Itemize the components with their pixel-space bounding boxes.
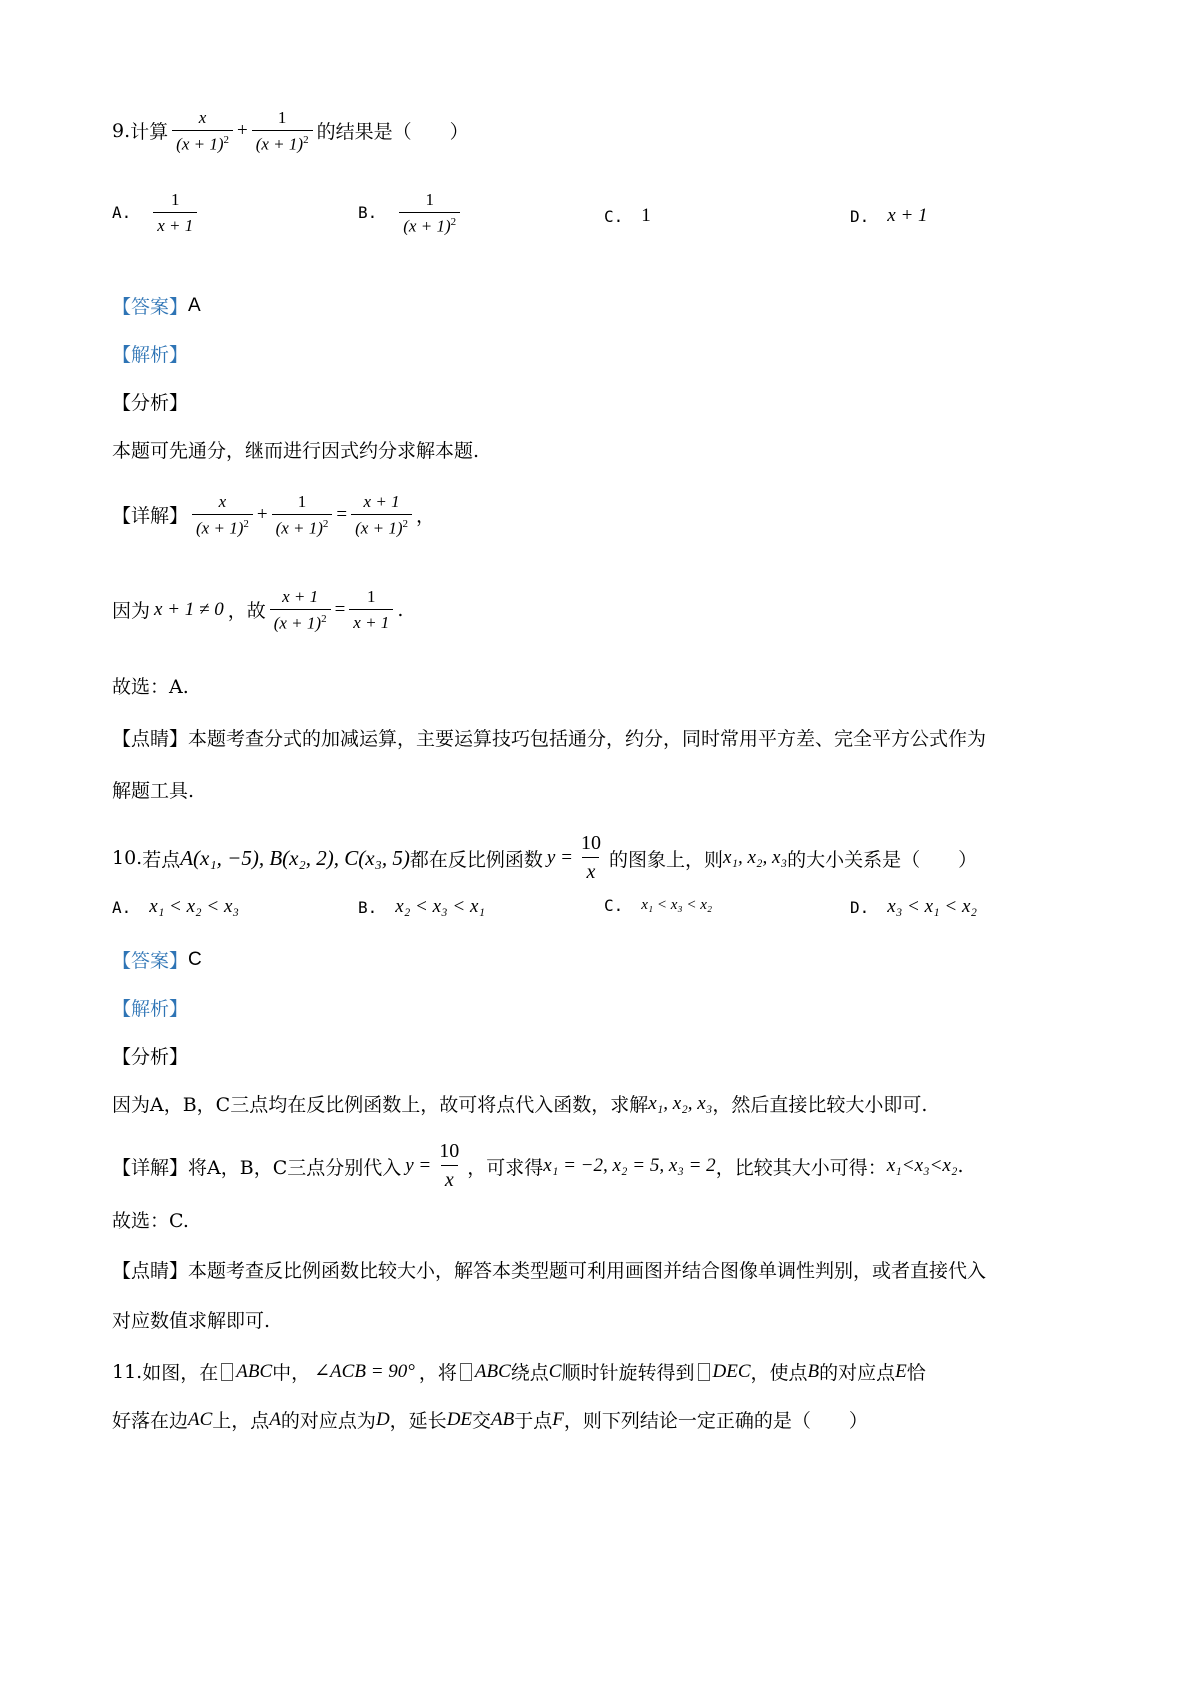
q10-jiexi-tag: 【解析】 [112,998,189,1020]
q9-frac2: $\frac{1}{(x + 1)^2}$ [252,108,313,154]
q9-option-a[interactable]: A. $\frac{1}{x + 1}$ [112,190,201,235]
q10-dianjing-2: 对应数值求解即可. [112,1310,271,1332]
q9-guxuan: 故选：A. [112,676,189,698]
q9-fenxi-tag: 【分析】 [112,392,189,414]
q10-answer: 【答案】 C [112,948,202,972]
q9-because: 因为 x + 1 ≠ 0 ，故 $\frac{x + 1}{(x + 1)^2}$ = $\frac{1}{x + 1}$ . [112,587,404,633]
q10-dianjing: 【点睛】 本题考查反比例函数比较大小，解答本类型题可利用画图并结合图像单调性判别，或者直接代入 [112,1260,987,1282]
q9-stem: 9. 计算 $\frac{x}{(x + 1)^2}$ + $\frac{1}{(x + 1)^2}$ 的结果是（ ） [112,108,469,154]
q9-frac1: $\frac{x}{(x + 1)^2}$ [172,108,233,154]
q11-stem-line2: 好落在边 AC 上，点 A 的对应点为 D ，延长 DE 交 AB 于点 F ，则下列结论一定正确的是（ ） [112,1408,868,1432]
q9-jiexi-tag: 【解析】 [112,344,189,366]
q10-option-d[interactable]: D. x₃ < x₁ < x₂ [850,896,978,917]
q10-fenxi-text: 因为A，B，C三点均在反比例函数上，故可将点代入函数，求解 x₁, x₂, x₃ ，然后直接比较大小即可. [112,1092,928,1116]
triangle-icon [698,1363,710,1381]
q9-dianjing: 【点睛】 本题考查分式的加减运算，主要运算技巧包括通分，约分，同时常用平方差、完全平方公式作为 [112,728,987,750]
triangle-icon [221,1363,233,1381]
q10-option-a[interactable]: A. x₁ < x₂ < x₃ [112,896,240,917]
triangle-icon [460,1363,472,1381]
q9-dianjing-2: 解题工具. [112,780,195,802]
q10-stem: 10. 若点 A(x₁, −5), B(x₂, 2), C(x₃, 5) 都在反比例函数 y = $\frac{10}{x}$ 的图象上，则 x₁, x₂, x₃ 的大小关系是（ ） [112,832,978,883]
q10-option-b[interactable]: B. x₂ < x₃ < x₁ [358,896,486,917]
q10-guxuan: 故选：C. [112,1210,189,1232]
q10-xiangjie: 【详解】 将A，B，C三点分别代入 y = $\frac{10}{x}$ ，可求得 x₁ = −2, x₂ = 5, x₃ = 2 ，比较其大小可得： x₁<x₃<x₂ . [112,1140,964,1191]
q9-option-d[interactable]: D. x + 1 [850,205,928,226]
q9-number: 9. [112,119,131,142]
q10-fenxi-tag: 【分析】 [112,1046,189,1068]
q9-xiangjie: 【详解】 $\frac{x}{(x + 1)^2}$ + $\frac{1}{(x + 1)^2}$ = $\frac{x + 1}{(x + 1)^2}$ ， [112,492,435,538]
q9-fenxi-text: 本题可先通分，继而进行因式约分求解本题. [112,440,480,462]
q9-answer: 【答案】 A [112,294,201,318]
q11-stem-line1: 11. 如图，在 ABC 中， ∠ACB = 90° ，将 ABC 绕点 C 顺时针旋转得到 DEC ，使点 B 的对应点 E 恰 [112,1360,926,1384]
q9-prefix: 计算 [130,121,169,144]
q9-suffix: 的结果是（ ） [316,121,469,144]
q9-option-c[interactable]: C. 1 [604,205,651,226]
q9-option-b[interactable]: B. $\frac{1}{(x + 1)^2}$ [358,190,464,236]
q10-option-c[interactable]: C. x₁ < x₃ < x₂ [604,896,713,915]
